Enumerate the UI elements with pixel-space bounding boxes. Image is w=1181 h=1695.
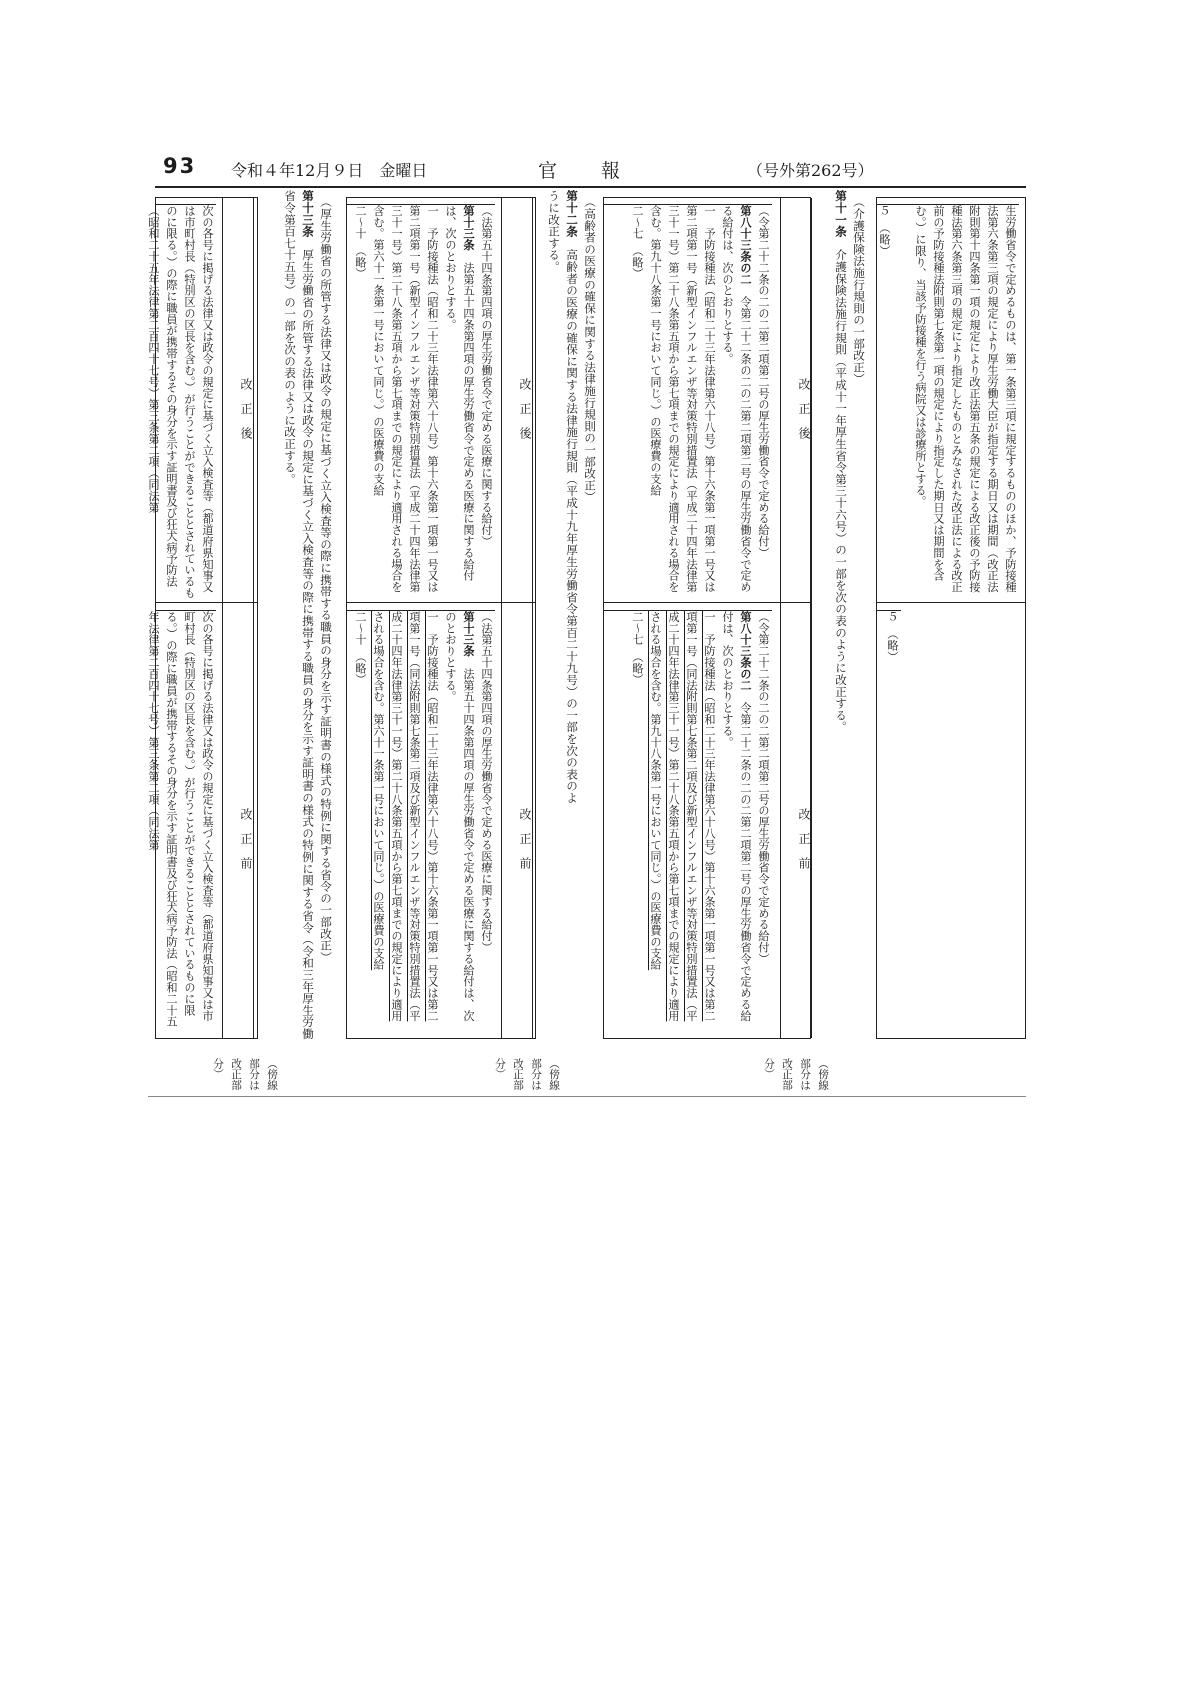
section12-before-item1: 一 予防接種法（昭和二十三年法律第六十八号）第十六条第一項第一号又は第二項第一号（同法附則第七条第二項及び新型インフルエンザ等対策特別措置法（平成二十四年法律第三十一号）第二十八条第五項から第七項までの規定により適用される場合を含む。第六十一条第一号において同じ。）の医療費の支給 <box>372 611 439 1022</box>
section12-before-label: 改 正 前 <box>518 807 532 869</box>
page-header <box>155 150 1026 188</box>
section13-after-text: 次の各号に掲げる法律又は政令の規定に基づく立入検査等（都道府県知事又は市町村長（特別区の区長を含む。）が行うことができることとされているものに限る。）の際に職員が携帯するその身分を示す証明書及び狂犬病予防法（昭和二十五年法律第二百四十七号）第三条第二項（同法第 <box>147 205 214 599</box>
publication-date: 令和４年12月９日 金曜日 <box>231 161 428 180</box>
section11-table <box>603 197 811 1039</box>
continuation-after-text: 生労働省令で定めるものは、第一条第三項に規定するもののほか、予防接種法第六条第三項の規定により厚生労働大臣が指定する期日又は期間（改正法附則第十四条第一項の規定により改正法第五条の規定による改正後の予防接種法第六条第三項の規定により指定したものとみなされた改正法による改正前の予防接種法附則第七条第一項の規定により指定した期日又は期間を含む。）に限り、当該予防接種を行う病院又は診療所とする。 <box>877 204 1019 599</box>
continuation-before-item: ５ （略） <box>877 610 901 1031</box>
section11-before-item2: 二～七 （略） <box>631 611 644 686</box>
section11-after-item2: 二～七 （略） <box>631 205 644 280</box>
section12-heading: （高齢者の医療の確保に関する法律施行規則の一部改正） <box>583 196 597 503</box>
section11-heading: （介護保険法施行規則の一部改正） <box>852 196 866 385</box>
section12-before-caption: （法第五十四条第四項の厚生労働省令で定める医療に関する給付） <box>480 611 493 953</box>
section12-after-item1: 一 予防接種法（昭和二十三年法律第六十八号）第十六条第一項第一号又は第二項第一号（新型インフルエンザ等対策特別措置法（平成二十四年法律第三十一号）第二十八条第五項から第七項までの規定により適用される場合を含む。第六十一条第一号において同じ。）の医療費の支給 <box>372 205 439 593</box>
section13-header-column <box>222 198 254 1038</box>
section13-before-label: 改 正 前 <box>239 807 253 869</box>
section11-article-number: 第十一条 <box>834 190 848 238</box>
section11-after-content <box>604 204 772 599</box>
section13-article-number: 第十三条 <box>301 190 315 238</box>
section12-before-article: 第十三条 <box>462 611 475 657</box>
issue-number: （号外第262号） <box>747 161 874 180</box>
section12-after-label: 改 正 後 <box>518 377 532 439</box>
section11-article <box>832 190 850 810</box>
section12-after-lead: 法第五十四条第四項の厚生労働省令で定める医療に関する給付は、次のとおりとする。 <box>444 205 475 582</box>
section12-after-caption: （法第五十四条第四項の厚生労働省令で定める医療に関する給付） <box>480 205 493 547</box>
section11-before-lead: 令第二十二条の二の二第二項第二号の厚生労働省令で定める給付は、次のとおりとする。 <box>721 611 752 1022</box>
section11-note: （傍線部分は改正部分） <box>763 1058 829 1091</box>
section11-before-article: 第八十三条の二 <box>739 611 752 691</box>
section13-article <box>281 190 317 1050</box>
section12-article <box>547 190 581 810</box>
section13-table <box>147 197 258 1039</box>
continuation-table <box>876 197 1026 1039</box>
section12-after-article: 第十三条 <box>462 205 475 251</box>
section11-header-column <box>780 198 812 1038</box>
section12-after-content <box>347 204 495 599</box>
section11-before-content <box>604 610 772 1031</box>
section11-after-caption: （令第二十二条の二の二第二項第二号の厚生労働省令で定める給付） <box>757 205 770 559</box>
section11-before-caption: （令第二十二条の二の二第二項第二号の厚生労働省令で定める給付） <box>757 611 770 965</box>
section11-after-article: 第八十三条の二 <box>739 205 752 285</box>
section11-after-lead: 令第二十二条の二の二第二項第二号の厚生労働省令で定める給付は、次のとおりとする。 <box>721 205 752 593</box>
header-rule <box>155 186 1026 188</box>
table-divider <box>877 602 1025 603</box>
section12-table <box>346 197 536 1039</box>
section12-after-item2: 二～十 （略） <box>354 205 367 280</box>
section12-before-lead: 法第五十四条第四項の厚生労働省令で定める医療に関する給付は、次のとおりとする。 <box>444 611 475 1022</box>
continuation-after-item: ５ （略） <box>877 204 893 599</box>
section12-header-column <box>501 198 533 1038</box>
section13-heading: （厚生労働省の所管する法律又は政令の規定に基づく立入検査等の際に携帯する職員の身分を示す証明書の様式の特例に関する省令の一部改正） <box>319 196 333 963</box>
gazette-title: 官報 <box>538 160 665 182</box>
section11-before-label: 改 正 前 <box>797 807 811 869</box>
section12-article-text: 高齢者の医療の確保に関する法律施行規則（平成十九年厚生労働省令第百二十九号）の一部を次の表のように改正する。 <box>547 190 579 804</box>
section12-before-item2: 二～十 （略） <box>354 611 367 686</box>
section13-after-label: 改 正 後 <box>239 377 253 439</box>
section12-before-content <box>347 610 495 1031</box>
section13-before-text: 次の各号に掲げる法律又は政令の規定に基づく立入検査等（都道府県知事又は市町村長（特別区の区長を含む。）が行うことができることとされているものに限る。）の際に職員が携帯するその身分を示す証明書及び狂犬病予防法（昭和二十五年法律第二百四十七号）第三条第二項（同法第 <box>156 610 216 1031</box>
section11-after-label: 改 正 後 <box>797 377 811 439</box>
section12-article-number: 第十二条 <box>565 190 579 238</box>
footer-rule <box>148 1096 1026 1097</box>
page-number: 93 <box>163 154 197 178</box>
section11-before-item1: 一 予防接種法（昭和二十三年法律第六十八号）第十六条第一項第一号又は第二項第一号（同法附則第七条第二項及び新型インフルエンザ等対策特別措置法（平成二十四年法律第三十一号）第二十八条第五項から第七項までの規定により適用される場合を含む。第九十八条第一号において同じ。）の医療費の支給 <box>649 611 716 1022</box>
section13-note: （傍線部分は改正部分） <box>212 1058 278 1091</box>
section11-article-text: 介護保険法施行規則（平成十一年厚生省令第三十六号）の一部を次の表のように改正する。 <box>834 249 848 733</box>
section13-article-text: 厚生労働省の所管する法律又は政令の規定に基づく立入検査等の際に携帯する職員の身分を示す証明書の様式の特例に関する省令（令和三年厚生労働省令第百七十五号）の一部を次の表のように改正する。 <box>283 190 315 1040</box>
section12-note: （傍線部分は改正部分） <box>494 1058 560 1091</box>
section11-after-item1: 一 予防接種法（昭和二十三年法律第六十八号）第十六条第一項第一号又は第二項第一号（新型インフルエンザ等対策特別措置法（平成二十四年法律第三十一号）第二十八条第五項から第七項までの規定により適用される場合を含む。第九十八条第一号において同じ。）の医療費の支給 <box>649 205 716 593</box>
